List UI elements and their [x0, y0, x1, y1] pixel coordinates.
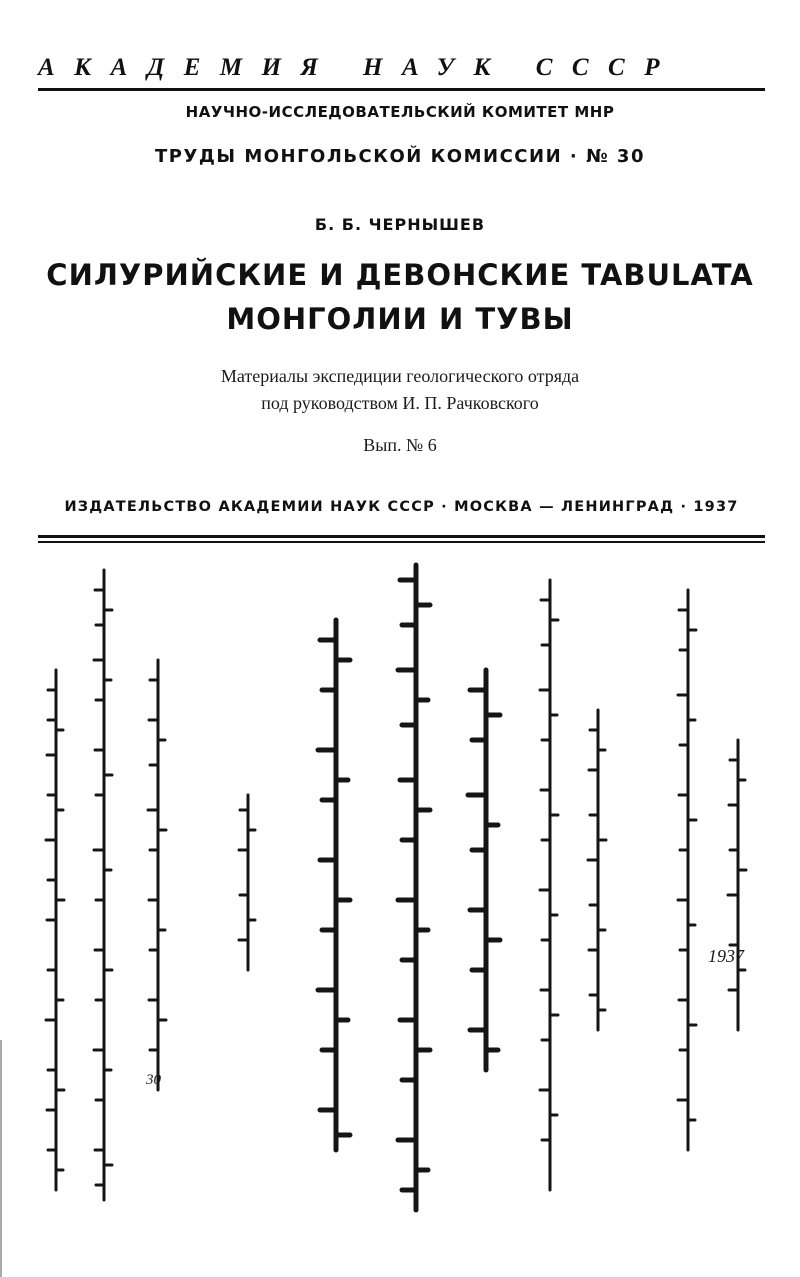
subtitle-line-1: Материалы экспедиции геологического отряда: [220, 366, 580, 386]
mongolian-numeral-year: 1937: [708, 946, 744, 966]
mongolian-column-11: [728, 740, 746, 1030]
mongolian-script-columns: [38, 550, 778, 1250]
subtitle-line-2: под руководством И. П. Рачковского: [261, 393, 539, 413]
issue-number: Вып. № 6: [363, 435, 437, 455]
publisher-line: ИЗДАТЕЛЬСТВО АКАДЕМИИ НАУК СССР · МОСКВА — ЛЕНИНГРАД · 1937: [64, 499, 739, 515]
book-title-line-2: МОНГОЛИИ И ТУВЫ: [226, 302, 574, 336]
mongolian-numeral-issue: 30: [146, 1072, 161, 1088]
mongolian-column-7: [468, 670, 500, 1070]
mongolian-script-block: [38, 550, 778, 1250]
mongolian-column-1: [46, 670, 64, 1190]
series-line: ТРУДЫ МОНГОЛЬСКОЙ КОМИССИИ · № 30: [155, 146, 645, 167]
mongolian-column-3: [148, 660, 166, 1090]
academy-header: АКАДЕМИЯ НАУК СССР: [38, 54, 680, 81]
scan-edge-shadow: [0, 1040, 2, 1277]
committee-line: НАУЧНО-ИССЛЕДОВАТЕЛЬСКИЙ КОМИТЕТ МНР: [185, 103, 615, 121]
mongolian-column-4: [239, 795, 255, 970]
top-rule: [38, 88, 765, 91]
author-name: Б. Б. ЧЕРНЫШЕВ: [314, 215, 486, 234]
mongolian-column-5: [318, 620, 350, 1150]
double-rule: [38, 535, 765, 544]
mongolian-column-2: [94, 570, 112, 1200]
mongolian-column-8: [540, 580, 558, 1190]
book-title-line-1: СИЛУРИЙСКИЕ И ДЕВОНСКИЕ TABULATA: [46, 258, 754, 292]
mongolian-column-9: [588, 710, 606, 1030]
mongolian-column-10: [678, 590, 696, 1150]
mongolian-column-6: [398, 565, 430, 1210]
